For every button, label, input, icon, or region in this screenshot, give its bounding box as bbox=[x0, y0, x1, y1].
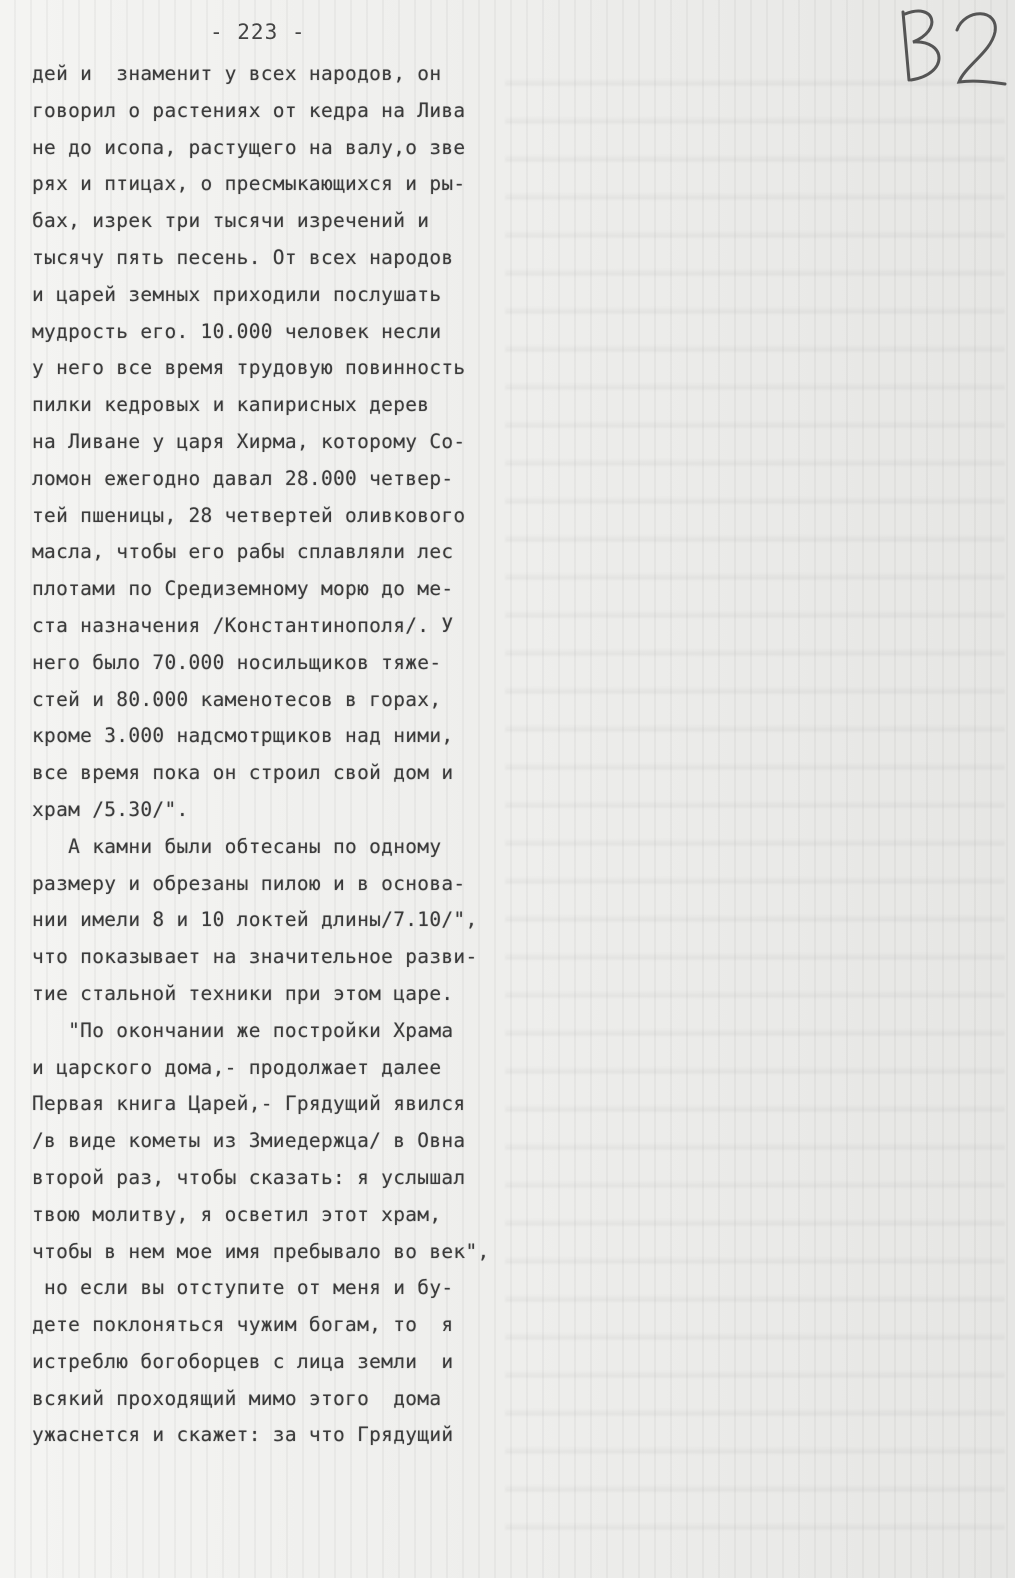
text-line: не до исопа, растущего на валу,о зве bbox=[32, 135, 466, 159]
text-line: плотами по Средиземному морю до ме- bbox=[32, 577, 454, 601]
text-line: размеру и обрезаны пилою и в основа- bbox=[32, 871, 466, 895]
text-line: Первая книга Царей,- Грядущий явился bbox=[32, 1092, 466, 1116]
text-line: на Ливане у царя Хирма, которому Со- bbox=[32, 429, 466, 453]
text-line: и царей земных приходили послушать bbox=[32, 282, 442, 306]
text-line: тысячу пять песень. От всех народов bbox=[32, 245, 454, 269]
text-line: и царского дома,- продолжает далее bbox=[32, 1055, 442, 1079]
text-line: чтобы в нем мое имя пребывало во век", bbox=[32, 1239, 490, 1263]
handwritten-folio-number bbox=[895, 0, 1010, 92]
text-line: стей и 80.000 каменотесов в горах, bbox=[32, 687, 442, 711]
text-line: ломон ежегодно давал 28.000 четвер- bbox=[32, 466, 454, 490]
text-line: дей и знаменит у всех народов, он bbox=[32, 62, 442, 85]
text-line: кроме 3.000 надсмотрщиков над ними, bbox=[32, 724, 454, 748]
text-line: тей пшеницы, 28 четвертей оливкового bbox=[32, 503, 466, 527]
text-line: второй раз, чтобы сказать: я услышал bbox=[32, 1165, 466, 1189]
text-line: бах, изрек три тысячи изречений и bbox=[32, 209, 430, 233]
text-line: твою молитву, я осветил этот храм, bbox=[32, 1202, 442, 1226]
text-line: "По окончании же постройки Храма bbox=[32, 1018, 454, 1042]
text-line: у него все время трудовую повинность bbox=[32, 356, 466, 380]
text-line: тие стальной техники при этом царе. bbox=[32, 981, 454, 1005]
text-line: храм /5.30/". bbox=[32, 797, 189, 821]
text-line: масла, чтобы его рабы сплавляли лес bbox=[32, 540, 454, 564]
text-line: но если вы отступите от меня и бу- bbox=[32, 1276, 454, 1300]
text-line: А камни были обтесаны по одному bbox=[32, 834, 442, 858]
text-line: /в виде кометы из Змиедержца/ в Овна bbox=[32, 1129, 466, 1153]
text-line: рях и птицах, о пресмыкающихся и ры- bbox=[32, 172, 466, 196]
text-line: ста назначения /Константинополя/. У bbox=[32, 613, 454, 637]
text-line: говорил о растениях от кедра на Лива bbox=[32, 98, 466, 122]
text-line: истреблю богоборцев с лица земли и bbox=[32, 1349, 454, 1373]
text-line: пилки кедровых и капирисных дерев bbox=[32, 393, 430, 417]
typed-text-block bbox=[32, 56, 532, 1454]
text-line: нии имели 8 и 10 локтей длины/7.10/", bbox=[32, 908, 478, 932]
text-line: мудрость его. 10.000 человек несли bbox=[32, 319, 442, 343]
text-line: всякий проходящий мимо этого дома bbox=[32, 1386, 442, 1410]
page-number: - 223 - bbox=[210, 20, 306, 44]
text-line: него было 70.000 носильщиков тяже- bbox=[32, 650, 442, 674]
text-line: все время пока он строил свой дом и bbox=[32, 761, 454, 785]
text-line: дете поклоняться чужим богам, то я bbox=[32, 1313, 454, 1337]
show-through-shadow bbox=[505, 60, 1005, 1560]
text-line: что показывает на значительное разви- bbox=[32, 945, 478, 969]
text-line: ужаснется и скажет: за что Грядущий bbox=[32, 1423, 454, 1447]
